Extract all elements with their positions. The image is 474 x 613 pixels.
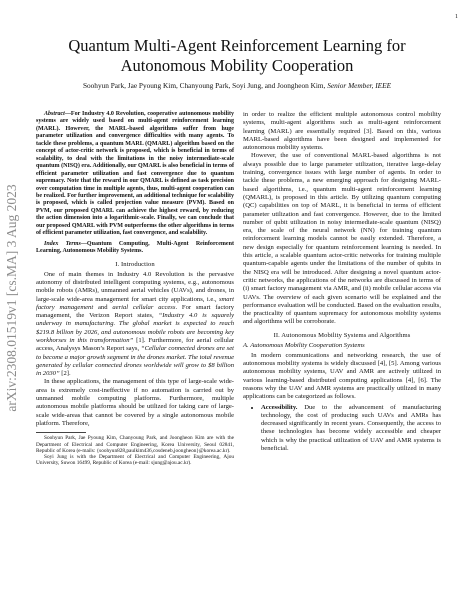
list-item-lead: Accessibility. (261, 403, 298, 411)
intro-paragraph-1 (36, 271, 234, 379)
introduction-text (36, 271, 234, 429)
intro-p1-part-b: and (93, 303, 113, 311)
paper-title (20, 36, 454, 75)
affiliation-footnotes (36, 435, 234, 466)
list-item-text: Due to the advancement of manufacturing technology, the cost of producing such UAVs and AMRs has decreased significantly in recent years. Consequently, the access to these technologies has become widely accessible and cheaper which is why the practical utilization of UAV and AMR systems is beneficial. (261, 403, 441, 452)
intro-p1-emphasis-1: smart factory management (36, 295, 234, 311)
right-paragraph-2: However, the use of conventional MARL-based algorithms is not always possible due to large parameter utilization, iterative large-delay training, convergence issues with large number of agents. In order to tackle these problems, a new emerging approach for designing MARL-based algorithms, i.e., quantum multi-agent reinforcement learning (QMARL), is proposed in this article. By utilizing quantum computing (QC) capabilities on top of MARL, it is beneficial in terms of efficient parameter utilization and fast convergence. However, due to the limited number of qubit utilization in noisy intermediate-scale quantum (NISQ) era, the scale of the neural network (NN) for training quantum reinforcement learning models cannot be easily extended. Therefore, a new design especially for quantum reinforcement learning is needed. In this article, a scalable quantum actor-critic networks for training multiple quantum-capable agents under the limitations of the number of qubits in the NISQ era will be introduced. After designing a novel quantum actor-critic networks, the applications of the networks are discussed in terms of (i) smart factory management via AMR, and (ii) mobile cellular access via UAVs. The overview of each given scenario will be explained and the performance evaluation will be conducted. Based on the evaluation results, the practicality of quantum supremacy for autonomous mobility systems and algorithms will be corroborate. (243, 152, 441, 326)
intro-p1-part-a: One of main themes in Industry 4.0 Revolution is the pervasive autonomy of distributed intelligent computing systems, e.g., autonomous mobile robots (AMRs), unmanned aerial vehicles (UAVs), and drones, in large-scale wide-area management for smart city applications, i.e., (36, 270, 234, 303)
footnote-divider (36, 432, 86, 433)
reasons-list (243, 404, 441, 454)
index-terms (36, 241, 234, 256)
footnote-affiliation-2: Soyi Jung is with the Department of Electrical and Computer Engineering, Ajou University, Suwon 16499, Republic of Korea (e-mail: sjung@ajou.ac.kr). (36, 454, 234, 467)
intro-paragraph-2: In these applications, the management of this type of large-scale wide-area is extremely cost-ineffective if no automation is carried out by unmanned mobile computing platforms. Furthermore, multiple autonomous mobile platforms should be utilized for taking care of large-scale wide-areas that cannot be covered by a single autonomous mobile platform. Therefore, (36, 378, 234, 427)
title-line-1: Quantum Multi-Agent Reinforcement Learning for (68, 36, 406, 55)
right-column (243, 111, 441, 453)
right-paragraph-1: in order to realize the efficient multiple autonomous control mobility systems, multi-agent algorithms such as multi-agent reinforcement learning (MARL) are essentially required [3]. Based on this, various MARL-based algorithms have been designed and implemented for autonomous mobility systems. (243, 111, 441, 152)
right-column-text (243, 111, 441, 327)
intro-p1-emphasis-2: aerial cellular access (112, 303, 176, 311)
author-list (20, 81, 454, 90)
footnote-affiliation-1: Soohyun Park, Jae Pyoung Kim, Chanyoung Park, and Joongheon Kim are with the Department of Electrical and Computer Engineering, Korea University, Seoul 02841, Republic of Korea (e-mails: {soohyun828,paulkim436,cosdeneb,joongheon}@korea.ac.kr). (36, 435, 234, 454)
abstract (36, 111, 234, 256)
section-heading-systems: II. Autonomous Mobility Systems and Algorithms (273, 331, 411, 339)
intro-p1-part-c: . For smart factory management, the Verizon Report states, (36, 303, 234, 320)
abstract-body: —For Industry 4.0 Revolution, cooperative autonomous mobility systems are widely used based on multi-agent reinforcement learning (MARL). However, the MARL-based algorithms suffer from huge parameter utilization and convergence difficulties with many agents. To tackle these problems, a quantum MARL (QMARL) algorithm based on the concept of actor-critic network is proposed, which is beneficial in terms of scalability, to deal with the limitations in the noisy intermediate-scale quantum (NISQ) era. Additionally, our QMARL is also beneficial in terms of efficient parameter utilization and fast convergence due to quantum supremacy. Note that the reward in our QMARL is defined as task precision over computation time in multiple agents, thus, multi-agent cooperation can be realized. For further improvement, an additional technique for scalability is proposed, which is called projection value measure (PVM). Based on PVM, our proposed QMARL can achieve the highest reward, by reducing the action dimension into a logarithmic-scale. Finally, we can conclude that our proposed QMARL with PVM outperforms the other algorithms in terms of efficient parameter utilization, fast convergence, and scalability. (36, 111, 234, 237)
section2-paragraph-1: In modern communications and networking research, the use of autonomous mobility systems is widely discussed [4], [5]. Among various autonomous mobility systems, UAV and AMR are actively utilized in various learning-based distributed computing applications [4], [6]. The reasons why the UAV and AMR systems are practically utilized in many applications can be categorized as follows. (243, 351, 441, 401)
abstract-lead: Abstract (44, 111, 65, 117)
index-terms-lead: Index Terms (44, 240, 81, 247)
list-item-accessibility (261, 404, 441, 454)
subsection-heading-cooperation: A. Autonomous Mobility Cooperation Systems (243, 341, 365, 349)
title-line-2: Autonomous Mobility Cooperation (120, 55, 354, 75)
intro-p1-part-d: [1]. Furthermore, for aerial cellular access, Analysys Mason’s Report says, (36, 336, 234, 353)
section2-text (243, 352, 441, 402)
left-column (36, 111, 234, 467)
page-number: 1 (455, 14, 458, 20)
intro-p1-part-e: [2]. (59, 370, 71, 378)
intro-p1-quote-verizon: “Industry 4.0 is squarely underway in manufacturing. The global market is expected to reach $219.8 billion by 2026, and autonomous mobile robots are becoming key workhorses in this transformation” (36, 312, 235, 344)
intro-p1-quote-analysys: “Cellular connected drones are set to become a major growth segment in the drones market. The total revenue generated by cellular connected drones worldwide will grow to $8 billion in 2030” (36, 345, 234, 378)
authors-suffix: Senior Member, IEEE (327, 81, 392, 90)
abstract-text (36, 111, 234, 238)
arxiv-stamp-text: arXiv:2308.01519v1 [cs.MA] 3 Aug 2023 (4, 184, 19, 412)
index-terms-body: —Quantum Computing, Multi-Agent Reinforcement Learning, Autonomous Mobility Systems. (36, 240, 234, 255)
authors-names: Soohyun Park, Jae Pyoung Kim, Chanyoung Park, Soyi Jung, and Joongheon Kim, (82, 81, 326, 90)
section-heading-introduction: I. Introduction (115, 260, 155, 268)
